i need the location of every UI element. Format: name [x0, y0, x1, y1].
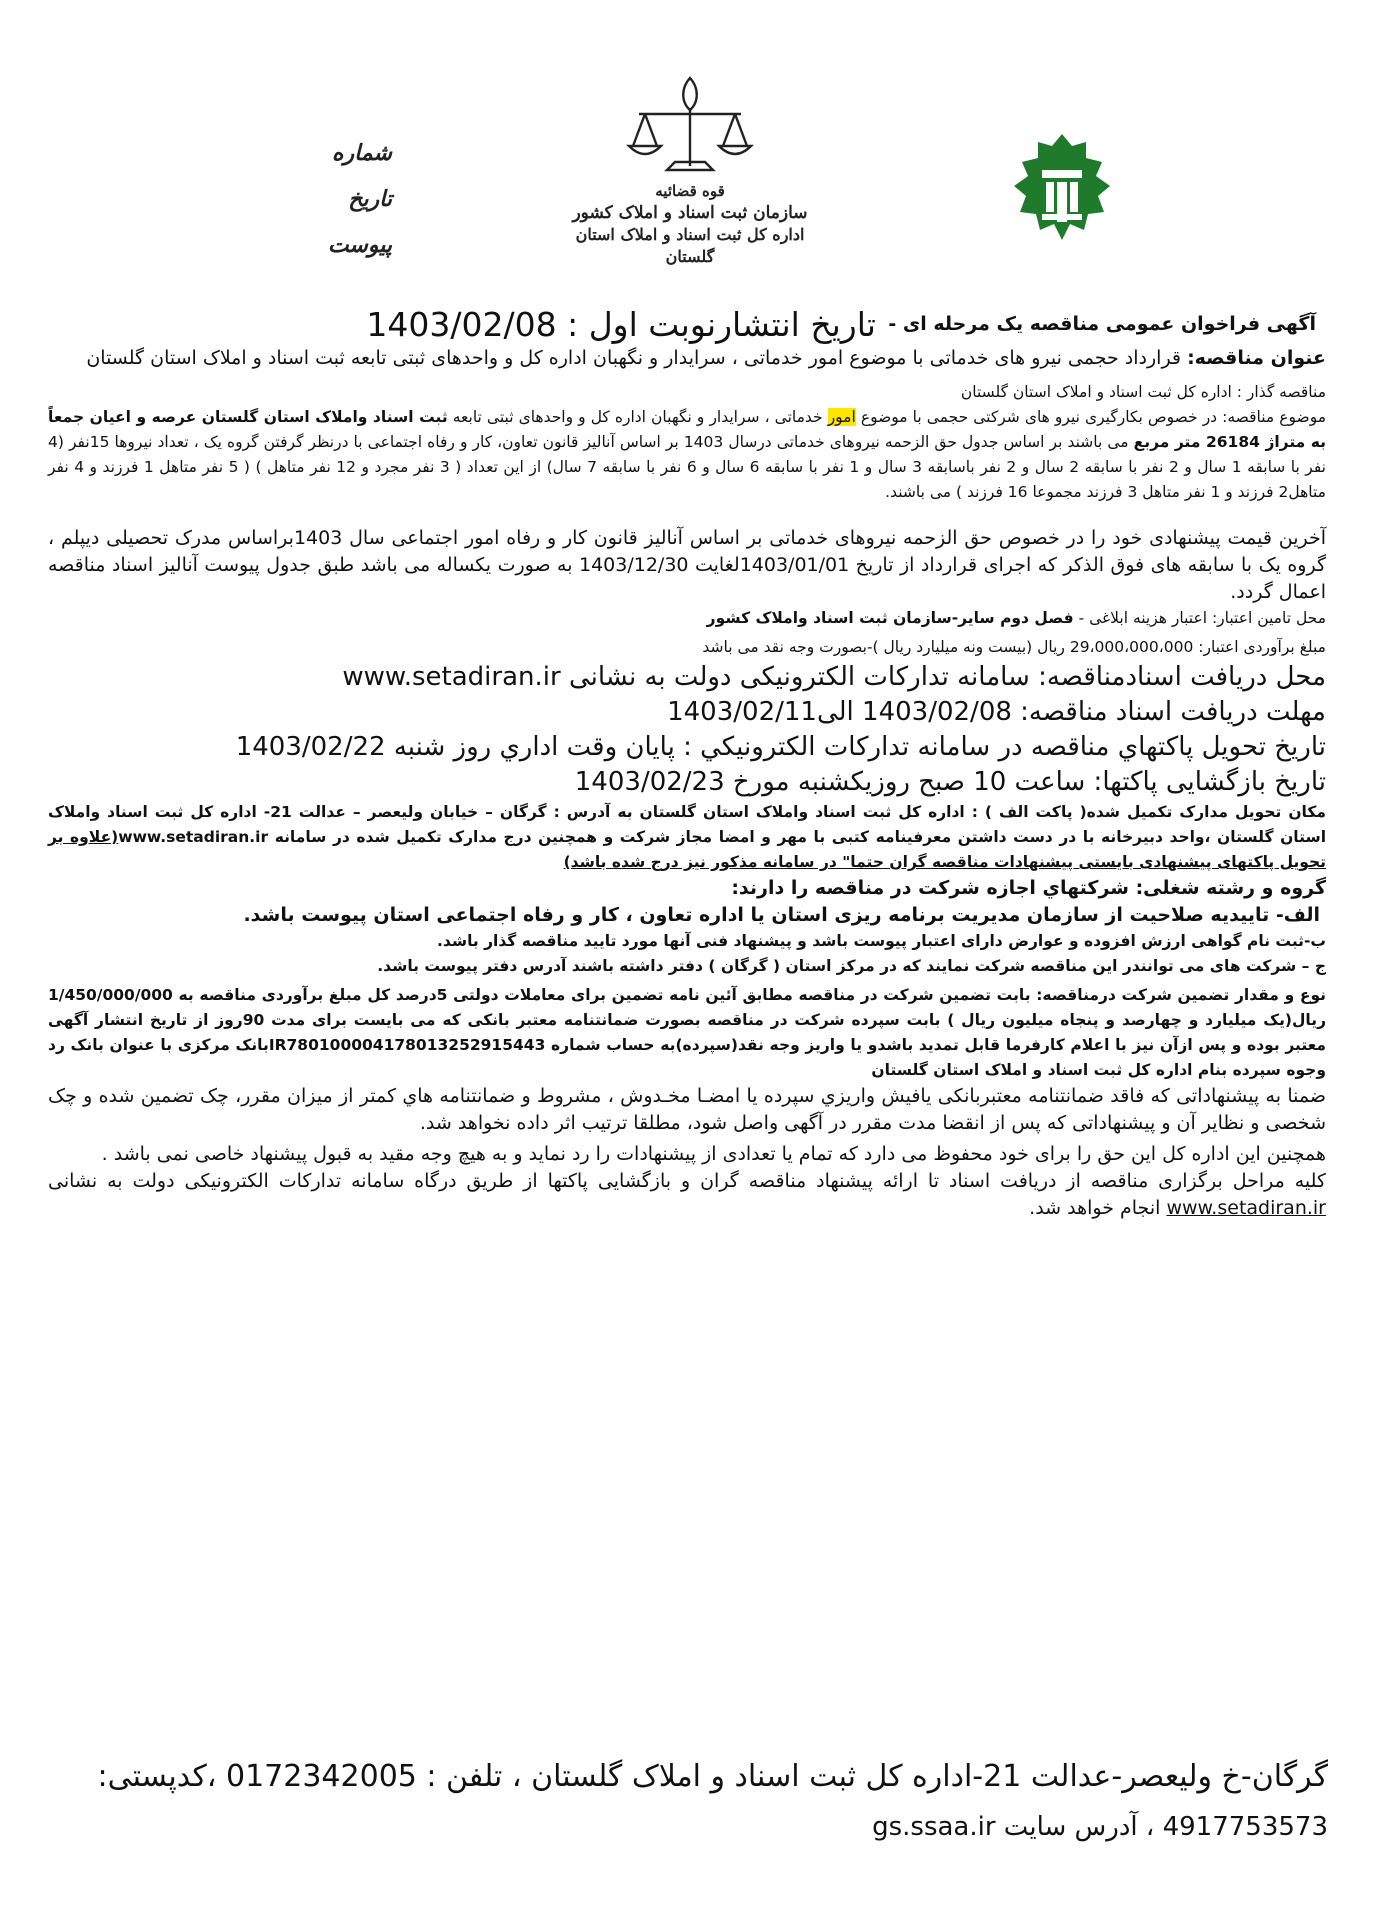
- submit-deadline: تاريخ تحويل پاكتهاي مناقصه در سامانه تداركات الكترونيكي : پايان وقت اداري روز شنبه 1403/02/22: [235, 732, 1326, 762]
- judiciary-emblem: [560, 70, 820, 320]
- footer-line-1: گرگان-خ ولیعصر-عدالت 21-اداره کل ثبت اسناد و املاک گلستان ، تلفن : 0172342005 ،کدپستی:: [97, 1759, 1328, 1794]
- notice-body: [48, 303, 1326, 1222]
- doc-location: [48, 660, 1326, 695]
- funding-bold: فصل دوم سایر-سازمان ثبت اسناد واملاک کشور: [706, 609, 1074, 627]
- footer-line-2: 4917753573 ، آدرس سایت gs.ssaa.ir: [872, 1812, 1328, 1842]
- process-tail: انجام خواهد شد.: [1029, 1197, 1167, 1219]
- judiciary-scales-emblem-icon: [615, 70, 765, 180]
- process-url[interactable]: www.setadiran.ir: [1166, 1197, 1326, 1219]
- topic-part-a: موضوع مناقصه: در خصوص بکارگیری نیرو های شرکتی حجمی با موضوع: [855, 408, 1327, 426]
- eligible-c: ج – شرکت های می توانندر این مناقصه شرکت نمایند که در مرکز استان ( گرگان ) دفتر داشته باشند آدرس دفتر پیوست باشد.: [377, 957, 1326, 975]
- delivery-note: (علاوه بر تحویل پاکتهای پیشنهادی بایستی پیشنهادات مناقصه گران حتما" در سامانه مذکور نیز درج شده باشد): [48, 828, 1326, 871]
- topic-part-b: خدماتی ، سرایدار و نگهبان اداره کل و واحدهای ثبتی تابعه: [447, 408, 828, 426]
- price-paragraph: آخرین قیمت پیشنهادی خود را در خصوص حق الزحمه نیروهای خدماتی بر اساس آنالیز قانون کار و رفاه امور اجتماعی سال 1403براساس مدرک تحصیلی دیپلم ، گروه یک با سابقه های فوق الذکر که اجرای قرارداد از تاریخ 1403/01/01لغایت 1403/12/30 به صورت یکساله می باشد طبق جدول پیوست آنالیز اسناد مناقصه اعمال گردد.: [48, 527, 1326, 603]
- subject-text: قرارداد حجمی نیرو های خدماتی با موضوع امور خدماتی ، سرایدار و نگهبان اداره کل و واحدهای ثبتی تابعه ثبت اسناد و املاک استان گلستان: [86, 347, 1188, 369]
- eligible-b: ب-ثبت نام گواهی ارزش افزوده و عوارض دارای اعتبار پیوست باشد و پیشنهاد فنی آنها مورد تایید مناقصه گذار باشد.: [436, 932, 1326, 950]
- funding-line: [48, 606, 1326, 631]
- doc-location-label: محل دریافت اسنادمناقصه: سامانه تدارکات الکترونیکی دولت به نشانی: [568, 662, 1326, 692]
- process-paragraph: [48, 1168, 1326, 1222]
- opening-date: تاریخ بازگشایی پاکتها: ساعت 10 صبح روزیکشنبه مورخ 1403/02/23: [574, 767, 1326, 797]
- guarantee-paragraph: نوع و مقدار تضمین شرکت درمناقصه: بابت تضمین شرکت در مناقصه مطابق آئین نامه تضمین برای معاملات دولتی 5درصد کل مبلغ برآوردی مناقصه به 1/450/000/000 ریال(یک میلیارد و چهارصد و پنجاه میلیون ریال ) بابت سپرده شرکت در مناقصه بصورت ضمانتنامه معتبر بانکی که می بایست برای مدت 90روز از تاریخ انتشار آگهی معتبر بوده و پس ازآن نیز با اعلام کارفرما قابل تمدید باشدو یا واریز وجه نقد(سپرده)به حساب شماره IR780100004178013252915443بانک مرکزی با عنوان بانک رد وجوه سپرده بنام اداره کل ثبت اسناد و املاک استان گلستان: [48, 986, 1327, 1079]
- eligible-title: گروه و رشته شغلی: شرکتهاي اجازه شرکت در مناقصه را دارند:: [731, 877, 1326, 899]
- letter-meta-labels: [312, 130, 392, 268]
- emblem-line-1: قوه قضائیه: [655, 182, 725, 200]
- topic-paragraph: [48, 405, 1326, 505]
- process-text: کلیه مراحل برگزاری مناقصه از دریافت اسناد تا ارائه پیشنهاد مناقصه گران و بازگشایی پاکتها از طریق درگاه سامانه تدارکات الکترونیکی دولت به نشانی: [48, 1170, 1326, 1192]
- registration-org-logo-icon: [1010, 130, 1115, 250]
- doc-deadline: مهلت دریافت اسناد مناقصه: 1403/02/08 الی1403/02/11: [667, 697, 1326, 727]
- date-label: تاریخ: [348, 186, 392, 212]
- defective-paragraph: ضمنا به پیشنهاداتی که فاقد ضمانتنامه معتبربانکی یافیش واریزي سپرده یا امضـا مخـدوش ، مشروط و ضمانتنامه هاي کمتر از میزان مقرر، چک تضمین شده و چک شخصی و نظایر آن و پیشنهاداتی که پس از انقضا مدت مقرر در آگهی واصل شود، مطلقا ترتیب اثر داده نخواهد شد.: [48, 1085, 1326, 1134]
- footer-address: [50, 1755, 1328, 1849]
- funding-label: محل تامین اعتبار: اعتبار هزینه ابلاغی -: [1073, 609, 1326, 627]
- emblem-line-2: سازمان ثبت اسناد و املاک کشور: [572, 203, 808, 223]
- rights-paragraph: همچنین این اداره کل این حق را برای خود محفوظ می دارد که تمام یا تعدادی از پیشنهادات را رد نماید و به هیچ وجه مقید به قبول پیشنهاد خاصی نمی باشد .: [101, 1143, 1326, 1165]
- delivery-text: مکان تحویل مدارک تکمیل شده( پاکت الف ) : اداره کل ثبت اسناد واملاک استان گلستان به آدرس : گرگان – خیابان ولیعصر – عدالت 21- اداره کل ثبت اسناد واملاک استان گلستان ،واحد دبیرخانه با در دست داشتن معرفینامه کتبی با مهر و امضا مجاز شرکت و همچنین درج مدارک تکمیل شده در سامانه www.setadiran.ir: [48, 803, 1327, 846]
- topic-bold: ثبت اسناد واملاک استان گلستان عرصه و اعیان جمعاً به متراژ 26184 متر مربع: [48, 408, 1327, 451]
- number-label: شماره: [331, 140, 392, 166]
- delivery-paragraph: [48, 800, 1326, 875]
- notice-title: آگهی فراخوان عمومی مناقصه یک مرحله ای -: [888, 313, 1316, 335]
- estimate-line: مبلغ برآوردی اعتبار: 29،000،000،000 ریال (بیست ونه میلیارد ریال )-بصورت وجه نقد می باشد: [702, 638, 1326, 656]
- subject-label: عنوان مناقصه:: [1187, 347, 1326, 369]
- attachment-label: پیوست: [327, 232, 392, 258]
- notice-title-row: [48, 303, 1326, 345]
- publish-label: تاریخ انتشارنوبت اول :: [567, 305, 876, 344]
- eligible-a: الف- تاییدیه صلاحیت از سازمان مدیریت برنامه ریزی استان یا اداره تعاون ، کار و رفاه اجتماعی استان پیوست باشد.: [243, 904, 1320, 926]
- tenderer: مناقصه گذار : اداره کل ثبت اسناد و املاک استان گلستان: [960, 383, 1326, 401]
- publish-date: [366, 305, 876, 344]
- topic-part-c: می باشند بر اساس جدول حق الزحمه نیروهای خدماتی درسال 1403 بر اساس آنالیز قانون تعاون، کار و رفاه اجتماعی با درنظر گرفتن گروه یک ، تعداد نیروها 15نفر (4 نفر با سابقه 1 سال و 2 نفر با سابقه 2 سال و 2 نفر باسابقه 3 سال و 1 نفر با سابقه 6 سال و 6 نفر با سابقه 7 سال) از این تعداد ( 3 نفر مجرد و 12 نفر متاهل ) ( 5 نفر متاهل 1 فرزند و 4 نفر متاهل2 فرزند و 1 نفر متاهل 3 فرزند مجموعا 16 فرزند ) می باشند.: [48, 433, 1326, 501]
- publish-date-value: 1403/02/08: [366, 305, 557, 344]
- doc-location-url[interactable]: www.setadiran.ir: [342, 662, 561, 692]
- letterhead: [0, 30, 1373, 300]
- topic-highlight: امور: [827, 408, 856, 426]
- emblem-line-3: اداره کل ثبت اسناد و املاک استان گلستان: [575, 225, 805, 266]
